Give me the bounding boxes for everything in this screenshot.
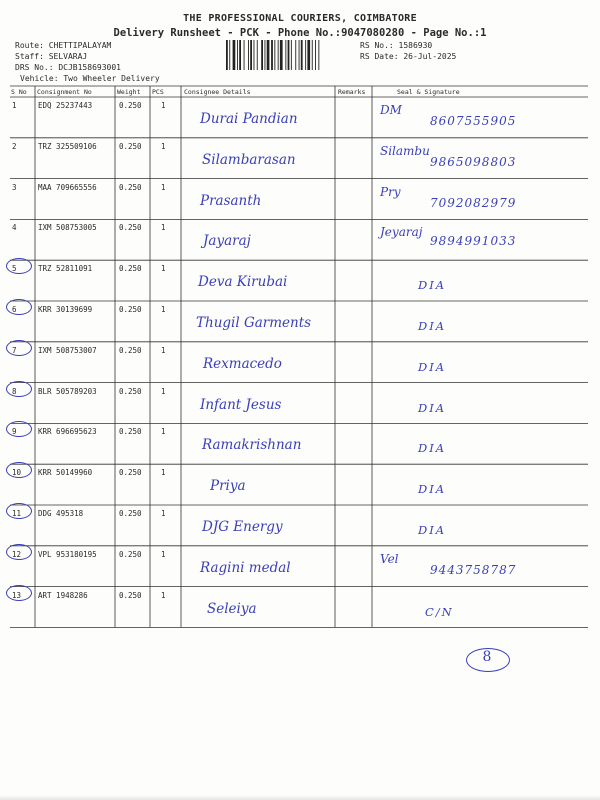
row-mark-circle (6, 381, 32, 397)
row-pcs: 1 (161, 305, 166, 314)
row-consignee-name: Infant Jesus (200, 396, 282, 413)
row-consignment-no: KRR 696695623 (38, 427, 97, 437)
row-consignment-no: VPL 953180195 (38, 549, 97, 559)
row-sno: 7 (12, 345, 17, 355)
row-consignee-name: Deva Kirubai (198, 274, 288, 291)
col-sno: S No (11, 88, 27, 96)
row-pcs: 1 (161, 264, 166, 274)
row-mark-circle (6, 299, 32, 315)
row-consignment-no: DDG 495318 (38, 509, 84, 518)
row-consignee-name: Thugil Garments (196, 315, 312, 331)
col-seal: Seal & Signature (397, 88, 460, 96)
row-delivery-status: DIA (418, 523, 447, 537)
company-name: THE PROFESSIONAL COURIERS, COIMBATORE (183, 13, 417, 24)
col-weight: Weight (117, 88, 141, 96)
rs-number: RS No.: 1586930 (360, 41, 433, 50)
row-weight: 0.250 (119, 305, 142, 314)
row-mark-circle (6, 585, 32, 601)
row-sno: 5 (12, 264, 17, 274)
col-remarks: Remarks (338, 88, 366, 96)
row-phone: 9865098803 (430, 154, 517, 169)
row-phone: 7092082979 (430, 195, 517, 210)
row-weight: 0.250 (119, 182, 142, 192)
col-consignee: Consignee Details (184, 88, 251, 96)
rs-date: RS Date: 26-Jul-2025 (360, 52, 457, 61)
row-pcs: 1 (161, 549, 166, 559)
row-consignment-no: ART 1948286 (38, 590, 88, 600)
row-mark-circle (6, 503, 32, 519)
row-sno: 1 (12, 101, 17, 110)
row-weight: 0.250 (119, 223, 142, 233)
row-sno: 3 (12, 182, 17, 192)
row-weight: 0.250 (119, 264, 142, 274)
row-weight: 0.250 (119, 468, 142, 478)
row-consignment-no: KRR 30139699 (38, 305, 93, 314)
row-consignment-no: IXM 508753007 (38, 345, 97, 355)
row-consignee-name: Ragini medal (200, 559, 291, 576)
drs-label: DRS No.: DCJB158693001 (15, 63, 121, 72)
row-pcs: 1 (161, 141, 166, 151)
row-weight: 0.250 (119, 509, 142, 518)
row-pcs: 1 (161, 590, 166, 600)
row-sno: 12 (12, 549, 22, 559)
row-consignee-name: Jayaraj (203, 233, 251, 250)
row-consignment-no: TRZ 52811091 (38, 264, 93, 274)
row-sno: 11 (12, 509, 22, 518)
row-consignee-name: Durai Pandian (200, 111, 298, 127)
row-consignee-name: Priya (210, 478, 246, 495)
row-consignment-no: EDQ 25237443 (38, 101, 93, 110)
row-signature: Vel (380, 551, 399, 566)
row-phone: 9894991033 (430, 234, 517, 249)
row-consignee-name: Prasanth (200, 192, 262, 209)
col-pcs: PCS (152, 88, 164, 96)
row-pcs: 1 (161, 386, 166, 396)
row-delivery-status: C/N (425, 604, 454, 619)
row-phone: 8607555905 (430, 114, 517, 128)
row-sno: 13 (12, 590, 22, 600)
vehicle-label: Vehicle: Two Wheeler Delivery (20, 74, 160, 83)
row-mark-circle (6, 340, 32, 356)
row-weight: 0.250 (119, 386, 142, 396)
row-consignee-name: Seleiya (207, 600, 257, 617)
row-pcs: 1 (161, 182, 166, 192)
row-pcs: 1 (161, 468, 166, 478)
row-weight: 0.250 (119, 549, 142, 559)
row-weight: 0.250 (119, 141, 142, 151)
row-pcs: 1 (161, 509, 166, 518)
row-delivery-status: DIA (418, 278, 447, 293)
row-pcs: 1 (161, 427, 166, 437)
row-consignee-name: Silambarasan (202, 151, 296, 168)
row-weight: 0.250 (119, 101, 142, 110)
row-mark-circle (6, 544, 32, 560)
row-weight: 0.250 (119, 427, 142, 437)
row-signature: Silambu (380, 143, 430, 158)
row-consignee-name: Ramakrishnan (202, 437, 302, 454)
row-consignment-no: IXM 508753005 (38, 223, 97, 233)
row-sno: 10 (12, 468, 22, 478)
row-consignment-no: BLR 505789203 (38, 386, 97, 396)
delivered-count: 8 (482, 649, 492, 665)
row-sno: 2 (12, 141, 17, 151)
row-phone: 9443758787 (430, 562, 517, 577)
row-consignment-no: TRZ 325509106 (38, 141, 97, 151)
col-consignment: Consignment No (37, 88, 92, 96)
row-pcs: 1 (161, 345, 166, 355)
row-consignment-no: KRR 50149960 (38, 468, 93, 478)
row-delivery-status: DIA (418, 359, 447, 374)
row-sno: 6 (12, 305, 17, 314)
row-delivery-status: DIA (418, 441, 447, 456)
row-weight: 0.250 (119, 590, 142, 600)
route-label: Route: CHETTIPALAYAM (15, 41, 112, 50)
row-sno: 4 (12, 223, 17, 233)
row-delivery-status: DIA (418, 482, 447, 497)
row-delivery-status: DIA (418, 400, 447, 415)
page-edge (0, 795, 600, 800)
staff-label: Staff: SELVARAJ (15, 52, 88, 61)
row-signature: Jeyaraj (380, 225, 423, 240)
row-sno: 8 (12, 386, 17, 396)
row-signature: DM (380, 103, 402, 117)
row-sno: 9 (12, 427, 17, 437)
row-weight: 0.250 (119, 345, 142, 355)
row-consignment-no: MAA 709665556 (38, 182, 97, 192)
row-pcs: 1 (161, 223, 166, 233)
runsheet-title: Delivery Runsheet - PCK - Phone No.:9047080280 - Page No.:1 (113, 27, 487, 39)
row-pcs: 1 (161, 101, 166, 110)
row-consignee-name: DJG Energy (202, 519, 283, 535)
row-signature: Pry (380, 184, 401, 199)
row-consignee-name: Rexmacedo (203, 355, 282, 372)
row-delivery-status: DIA (418, 319, 447, 333)
